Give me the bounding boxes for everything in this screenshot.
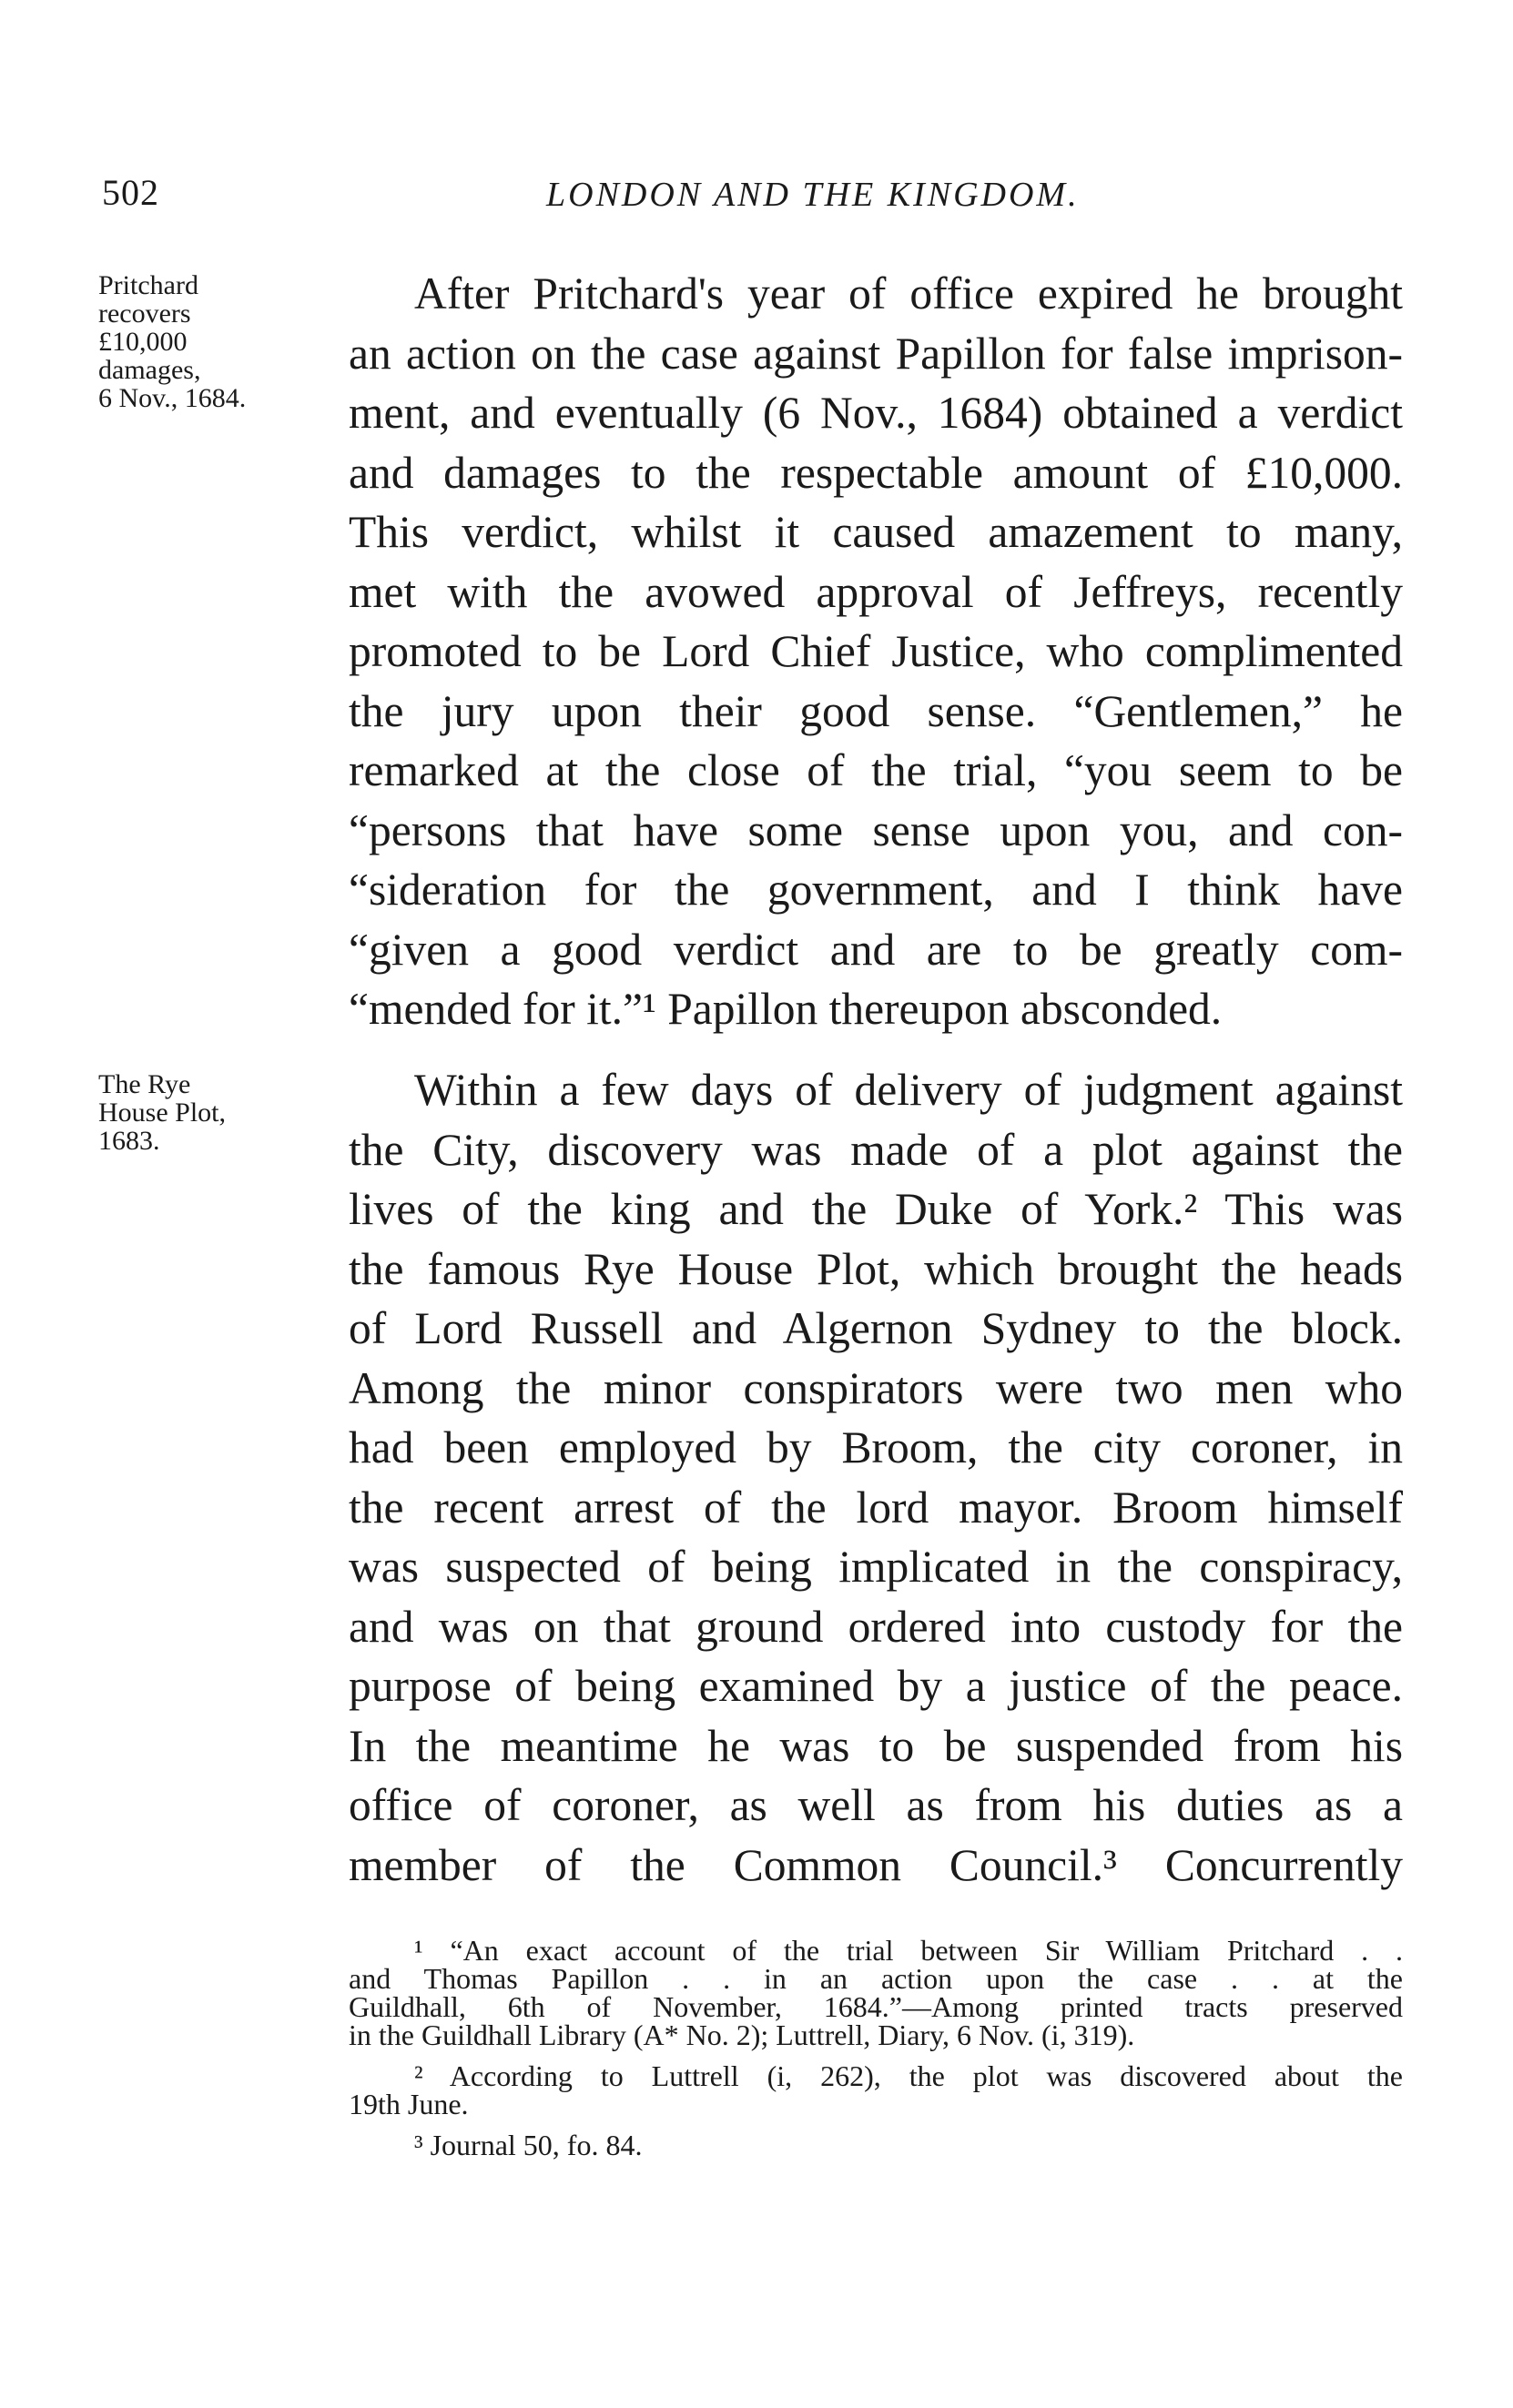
footnotes bbox=[349, 1934, 1403, 2161]
text-line: “persons that have some sense upon you, and con- bbox=[349, 804, 1403, 855]
text-line: of Lord Russell and Algernon Sydney to the block. bbox=[349, 1303, 1403, 1353]
text-line: “mended for it.”¹ Papillon thereupon absconded. bbox=[349, 984, 1223, 1034]
footnote-1 bbox=[349, 1934, 1403, 2051]
paragraph-pritchard-verdict bbox=[349, 264, 1403, 1039]
margin-note-line: recovers bbox=[98, 298, 191, 329]
text-line: was suspected of being implicated in the conspiracy, bbox=[349, 1542, 1403, 1592]
footnote-line: 19th June. bbox=[349, 2088, 469, 2120]
footnote-line: ¹ “An exact account of the trial between Sir William Pritchard . . bbox=[414, 1934, 1403, 1967]
margin-note-line: House Plot, bbox=[98, 1098, 227, 1128]
footnote-line: Guildhall, 6th of November, 1684.”—Among printed tracts preserved bbox=[349, 1990, 1403, 2023]
margin-note-pritchard bbox=[98, 271, 321, 412]
text-line: an action on the case against Papillon for false imprison- bbox=[349, 328, 1403, 379]
text-line: the City, discovery was made of a plot against the bbox=[349, 1124, 1403, 1175]
text-line: member of the Common Council.³ Concurrently bbox=[349, 1839, 1403, 1890]
page-number: 502 bbox=[102, 172, 159, 213]
text-line: purpose of being examined by a justice of the peace. bbox=[349, 1661, 1403, 1711]
text-line: Within a few days of delivery of judgment against bbox=[414, 1065, 1403, 1115]
text-line: the jury upon their good sense. “Gentlemen,” he bbox=[349, 685, 1403, 736]
paragraph-rye-house-plot bbox=[349, 1060, 1403, 1895]
text-line: Among the minor conspirators were two men who bbox=[349, 1362, 1403, 1413]
footnote-3 bbox=[349, 2131, 1403, 2160]
text-line: This verdict, whilst it caused amazement to many, bbox=[349, 507, 1403, 557]
margin-note-line: The Rye bbox=[98, 1069, 191, 1099]
footnote-line: in the Guildhall Library (A* No. 2); Luttrell, Diary, 6 Nov. (i, 319). bbox=[349, 2018, 1135, 2051]
text-line: “given a good verdict and are to be greatly com- bbox=[349, 924, 1403, 975]
text-line: the famous Rye House Plot, which brought the heads bbox=[349, 1243, 1403, 1294]
footnote-line: ³ Journal 50, fo. 84. bbox=[414, 2129, 643, 2161]
text-line: and was on that ground ordered into custody for the bbox=[349, 1601, 1403, 1652]
text-line: ment, and eventually (6 Nov., 1684) obtained a verdict bbox=[349, 388, 1403, 438]
footnote-line: ² According to Luttrell (i, 262), the plot was discovered about the bbox=[414, 2059, 1403, 2092]
margin-note-line: Pritchard bbox=[98, 270, 198, 300]
text-line: met with the avowed approval of Jeffreys, recently bbox=[349, 566, 1403, 617]
footnote-line: and Thomas Papillon . . in an action upon the case . . at the bbox=[349, 1962, 1403, 1995]
text-line: office of coroner, as well as from his duties as a bbox=[349, 1780, 1403, 1830]
margin-note-line: 6 Nov., 1684. bbox=[98, 383, 247, 413]
text-line: and damages to the respectable amount of £10,000. bbox=[349, 447, 1403, 498]
footnote-2 bbox=[349, 2059, 1403, 2120]
text-line: had been employed by Broom, the city coroner, in bbox=[349, 1422, 1403, 1472]
text-line: In the meantime he was to be suspended from his bbox=[349, 1720, 1403, 1771]
text-line: “sideration for the government, and I think have bbox=[349, 865, 1403, 915]
margin-note-line: £10,000 bbox=[98, 327, 188, 357]
running-head: LONDON AND THE KINGDOM. bbox=[546, 176, 1080, 214]
margin-note-line: damages, bbox=[98, 355, 201, 385]
text-line: lives of the king and the Duke of York.² This was bbox=[349, 1184, 1403, 1234]
text-line: promoted to be Lord Chief Justice, who complimented bbox=[349, 626, 1403, 676]
text-line: the recent arrest of the lord mayor. Broom himself bbox=[349, 1482, 1403, 1533]
margin-note-rye-house bbox=[98, 1070, 321, 1155]
text-line: After Pritchard's year of office expired he brought bbox=[414, 268, 1403, 319]
text-line: remarked at the close of the trial, “you seem to be bbox=[349, 745, 1403, 795]
margin-note-line: 1683. bbox=[98, 1126, 160, 1156]
